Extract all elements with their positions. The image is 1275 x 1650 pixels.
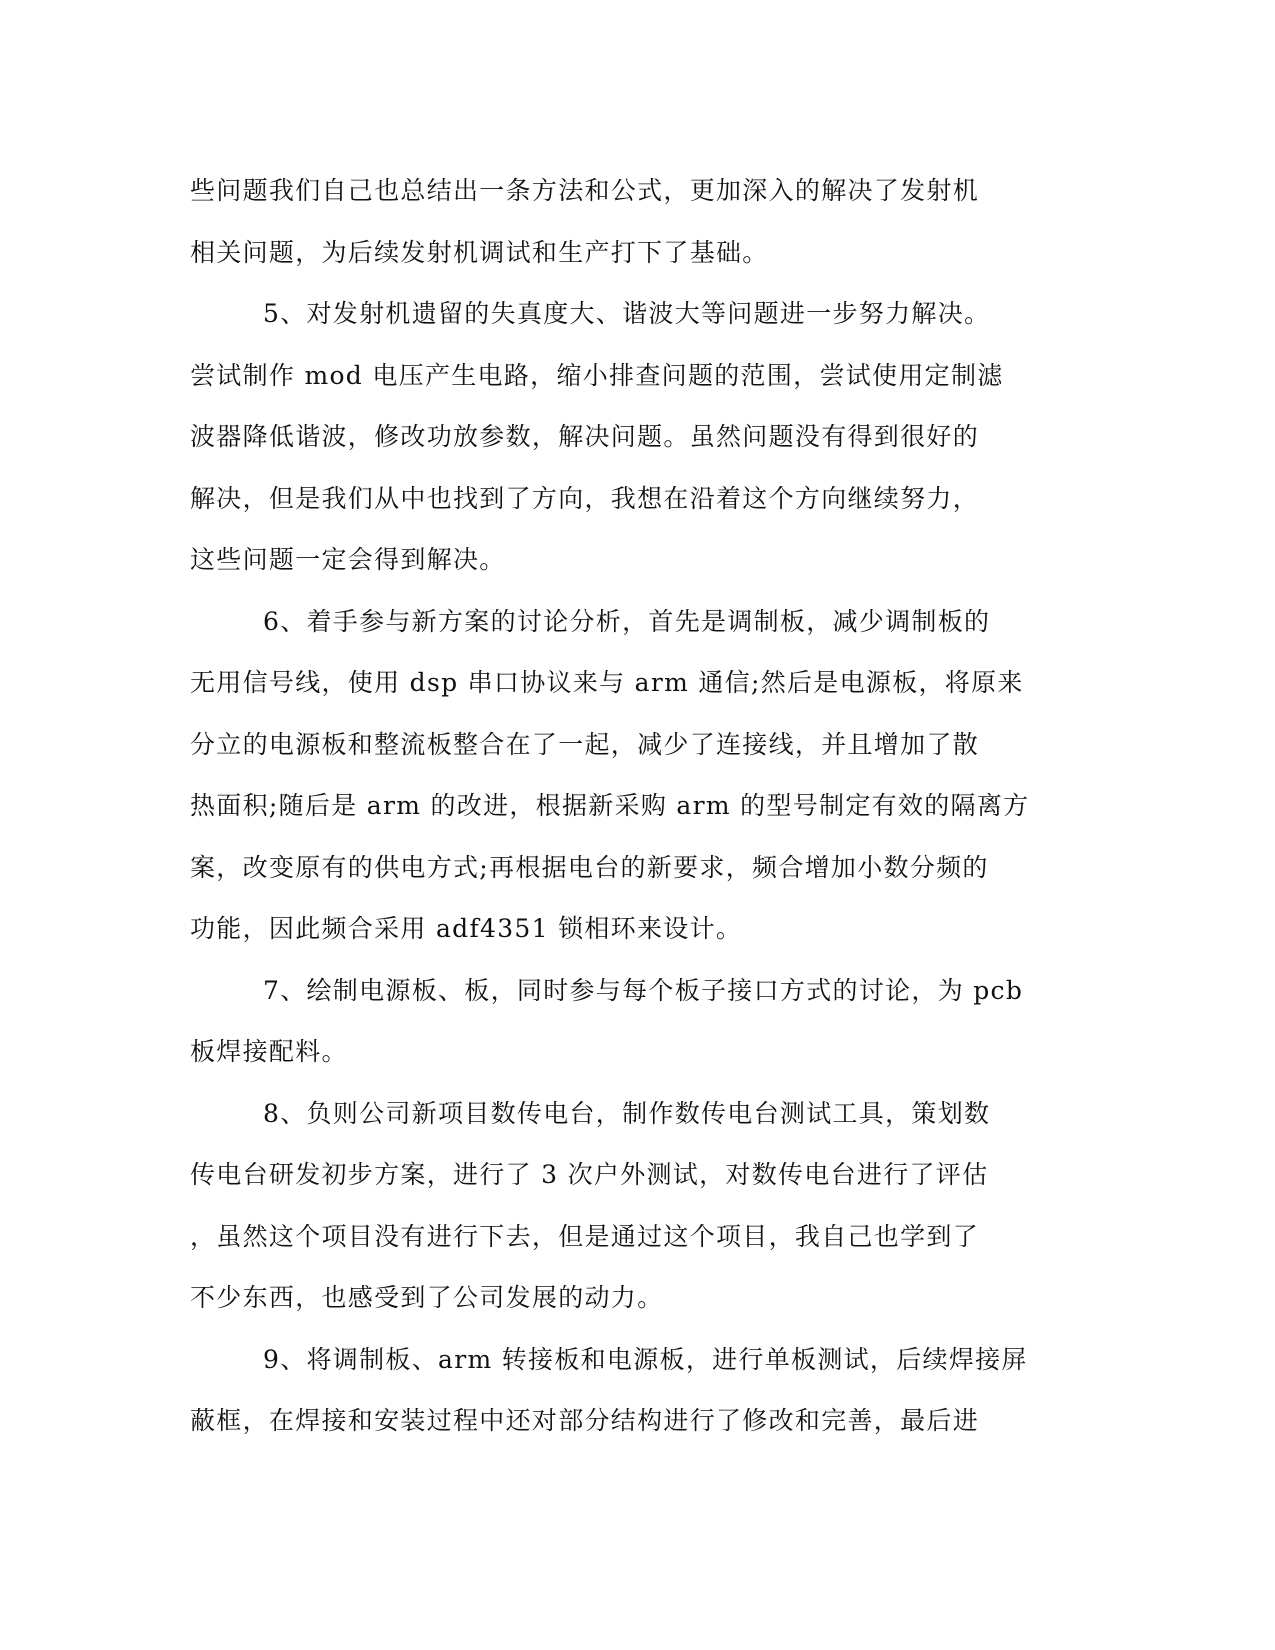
document-body (190, 160, 1080, 1452)
text-line: 6、着手参与新方案的讨论分析，首先是调制板，减少调制板的 (263, 606, 991, 636)
text-line: 9、将调制板、arm 转接板和电源板，进行单板测试，后续焊接屏 (263, 1344, 1028, 1374)
text-line: 些问题我们自己也总结出一条方法和公式，更加深入的解决了发射机 (190, 176, 980, 205)
text-line: 尝试制作 mod 电压产生电路，缩小排查问题的范围，尝试使用定制滤 (190, 360, 1004, 390)
text-line: ，虽然这个项目没有进行下去，但是通过这个项目，我自己也学到了 (190, 1221, 980, 1251)
text-line: 分立的电源板和整流板整合在了一起，减少了连接线，并且增加了散 (190, 729, 980, 759)
paragraph-item-9 (190, 1329, 1080, 1452)
text-line: 相关问题，为后续发射机调试和生产打下了基础。 (190, 237, 769, 267)
text-line: 8、负则公司新项目数传电台，制作数传电台测试工具，策划数 (263, 1098, 991, 1128)
paragraph-item-6 (190, 591, 1080, 960)
paragraph-item-8 (190, 1083, 1080, 1329)
text-line: 蔽框，在焊接和安装过程中还对部分结构进行了修改和完善，最后进 (190, 1406, 980, 1435)
paragraph-continuation (190, 160, 1080, 283)
text-line: 解决，但是我们从中也找到了方向，我想在沿着这个方向继续努力， (190, 483, 980, 513)
paragraph-item-5 (190, 283, 1080, 591)
text-line: 案，改变原有的供电方式;再根据电台的新要求，频合增加小数分频的 (190, 852, 989, 882)
text-line: 5、对发射机遗留的失真度大、谐波大等问题进一步努力解决。 (263, 299, 991, 328)
text-line: 这些问题一定会得到解决。 (190, 545, 506, 574)
paragraph-item-7 (190, 960, 1080, 1083)
text-line: 波器降低谐波，修改功放参数，解决问题。虽然问题没有得到很好的 (190, 422, 980, 451)
text-line: 不少东西，也感受到了公司发展的动力。 (190, 1283, 664, 1312)
text-line: 无用信号线，使用 dsp 串口协议来与 arm 通信;然后是电源板，将原来 (190, 668, 1024, 697)
text-line: 功能，因此频合采用 adf4351 锁相环来设计。 (190, 914, 743, 943)
text-line: 热面积;随后是 arm 的改进，根据新采购 arm 的型号制定有效的隔离方 (190, 791, 1030, 820)
text-line: 板焊接配料。 (190, 1037, 348, 1066)
text-line: 传电台研发初步方案，进行了 3 次户外测试，对数传电台进行了评估 (190, 1160, 989, 1189)
text-line: 7、绘制电源板、板，同时参与每个板子接口方式的讨论，为 pcb (263, 975, 1024, 1005)
